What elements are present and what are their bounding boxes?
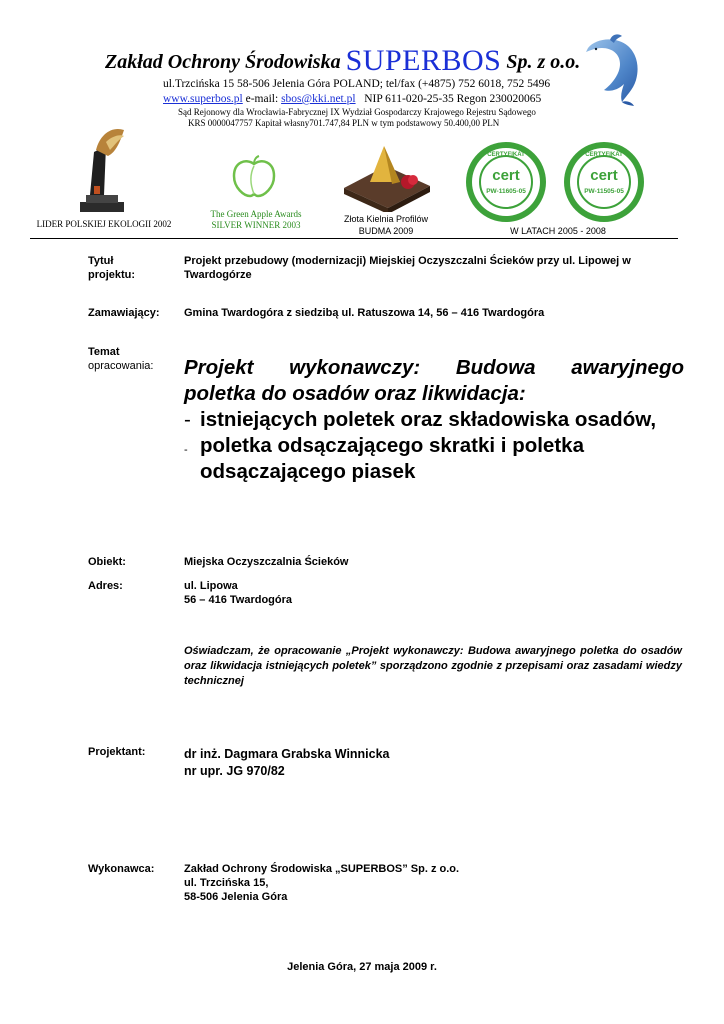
address-label: Adres: bbox=[88, 580, 123, 592]
company-contacts bbox=[163, 93, 541, 105]
cert-2-word: CERTYFIKAT bbox=[585, 152, 623, 158]
title-label-line-2: projektu: bbox=[88, 269, 136, 281]
title-label bbox=[88, 254, 135, 282]
address-line-2: 56 – 416 Twardogóra bbox=[184, 594, 293, 606]
award-kielnia-caption-1: Złota Kielnia Profilów bbox=[343, 214, 429, 224]
bullet-dash: - bbox=[184, 408, 191, 431]
certificate-seal-2-icon bbox=[562, 140, 646, 224]
client-value: Gmina Twardogóra z siedzibą ul. Ratuszowa 14, 56 – 416 Twardogóra bbox=[184, 307, 545, 319]
designer-name: dr inż. Dagmara Grabska Winnicka bbox=[184, 747, 390, 761]
certificate-seal-1-icon bbox=[464, 140, 548, 224]
object-label: Obiekt: bbox=[88, 556, 126, 568]
cert-years-caption: W LATACH 2005 - 2008 bbox=[510, 226, 606, 236]
nip-regon: NIP 611-020-25-35 Regon 230020065 bbox=[364, 93, 542, 105]
title-value: Projekt przebudowy (modernizacji) Miejskiej Oczyszczalni Ścieków przy ul. Lipowej w Twardogórze bbox=[184, 255, 631, 281]
address-value bbox=[184, 579, 684, 607]
website-link[interactable]: www.superbos.pl bbox=[163, 93, 243, 105]
award-green-apple-caption-1: The Green Apple Awards bbox=[210, 209, 302, 219]
email-link[interactable]: sbos@kki.net.pl bbox=[281, 93, 356, 105]
cert-2-logo: cert bbox=[590, 167, 618, 184]
company-address: ul.Trzcińska 15 58-506 Jelenia Góra POLAND; tel/fax (+4875) 752 6018, 752 5496 bbox=[163, 78, 551, 90]
award-lider-caption: LIDER POLSKIEJ EKOLOGII 2002 bbox=[36, 219, 172, 229]
topic-label-line-1: Temat bbox=[88, 346, 120, 358]
cert-1-word: CERTYFIKAT bbox=[487, 152, 525, 158]
krs-capital: KRS 0000047757 Kapitał własny701.747,84 PLN w tym podstawowy 50.400,00 PLN bbox=[188, 118, 500, 128]
designer-label: Projektant: bbox=[88, 746, 146, 758]
place-and-date: Jelenia Góra, 27 maja 2009 r. bbox=[287, 961, 437, 973]
header-divider bbox=[30, 238, 678, 239]
contractor-line-2: ul. Trzcińska 15, bbox=[184, 877, 269, 889]
topic-line-1: Projekt wykonawczy: Budowa awaryjnego bbox=[184, 356, 684, 379]
dolphin-logo-icon bbox=[582, 34, 644, 106]
designer-value bbox=[184, 746, 390, 780]
client-label: Zamawiający: bbox=[88, 307, 160, 319]
contractor-line-1: Zakład Ochrony Środowiska „SUPERBOS” Sp. z o.o. bbox=[184, 863, 460, 875]
green-apple-icon bbox=[230, 154, 278, 200]
contractor-label: Wykonawca: bbox=[88, 863, 155, 875]
email-label: e-mail: bbox=[245, 93, 279, 105]
court-registration: Sąd Rejonowy dla Wrocławia-Fabrycznej IX Wydział Gospodarczy Krajowego Rejestru Sądowego bbox=[178, 107, 536, 117]
topic-label-line-2: opracowania: bbox=[88, 360, 154, 372]
contractor-line-3: 58-506 Jelenia Góra bbox=[184, 891, 288, 903]
topic-bullet-2 bbox=[184, 433, 684, 485]
topic-bullet-1 bbox=[184, 407, 684, 433]
cert-2-code: PW-11505-05 bbox=[584, 188, 624, 195]
contractor-value bbox=[184, 862, 684, 904]
declaration-statement: Oświadczam, że opracowanie „Projekt wykonawczy: Budowa awaryjnego poletka do osadów oraz likwidacja istniejących poletek” sporządzono zgodnie z przepisami oraz zasadami wiedzy technicznej bbox=[184, 645, 682, 687]
golden-trowel-icon bbox=[340, 142, 432, 212]
object-value: Miejska Oczyszczalnia Ścieków bbox=[184, 556, 349, 568]
topic-bullet-1-text: istniejących poletek oraz składowiska osadów, bbox=[200, 408, 657, 431]
company-suffix: Sp. z o.o. bbox=[506, 51, 581, 73]
company-prefix: Zakład Ochrony Środowiska bbox=[105, 51, 341, 73]
company-brand: SUPERBOS bbox=[345, 44, 502, 77]
topic-value bbox=[184, 355, 684, 485]
address-line-1: ul. Lipowa bbox=[184, 580, 238, 592]
topic-line-2: poletka do osadów oraz likwidacja: bbox=[184, 382, 526, 405]
topic-bullet-2-text: poletka odsączającego skratki i poletka odsączającego piasek bbox=[200, 434, 584, 483]
bullet-dash: - bbox=[184, 444, 188, 456]
cert-1-code: PW-11605-05 bbox=[486, 188, 526, 195]
cert-1-logo: cert bbox=[492, 167, 520, 184]
trophy-icon bbox=[72, 122, 134, 214]
title-label-line-1: Tytuł bbox=[88, 255, 114, 267]
designer-license: nr upr. JG 970/82 bbox=[184, 764, 285, 778]
award-kielnia-caption-2: BUDMA 2009 bbox=[358, 226, 414, 236]
company-name bbox=[105, 44, 605, 78]
award-green-apple-caption-2: SILVER WINNER 2003 bbox=[211, 220, 301, 230]
topic-label bbox=[88, 345, 153, 373]
